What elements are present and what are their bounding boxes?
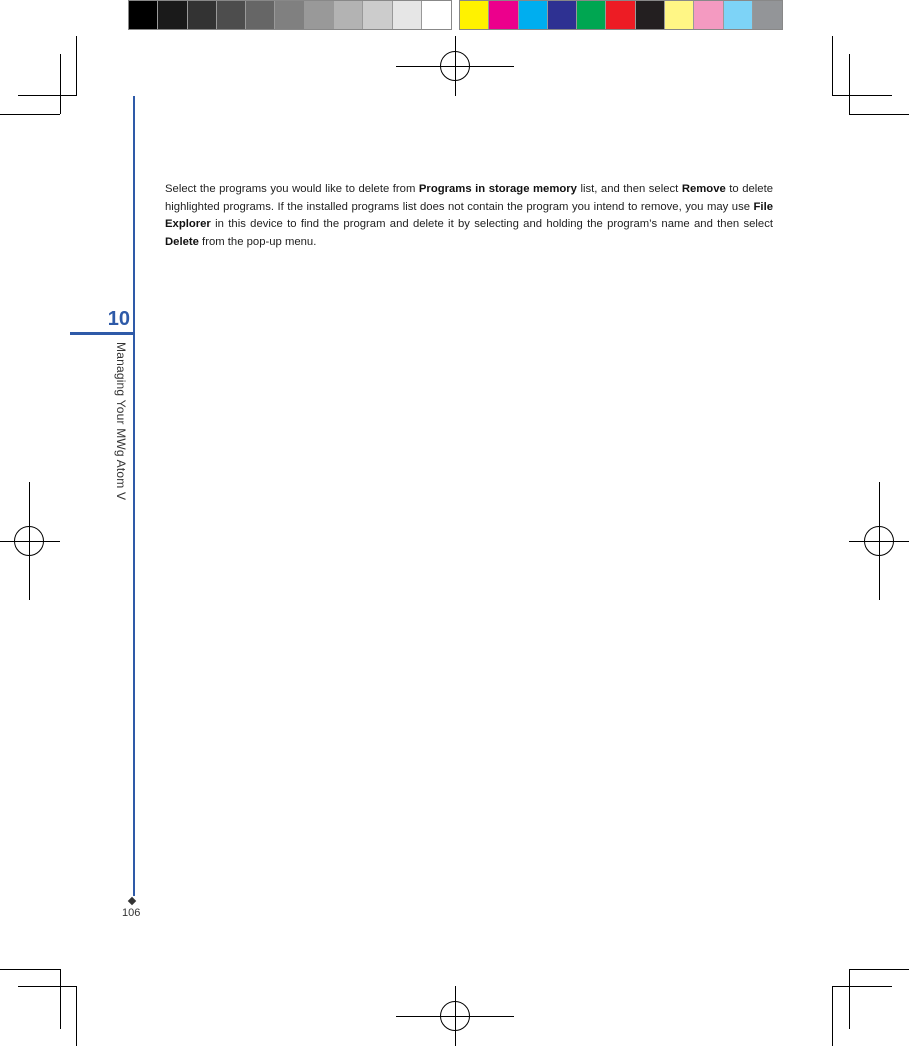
crop-mark	[832, 986, 892, 987]
crop-mark	[849, 54, 850, 114]
color-swatch	[665, 1, 694, 29]
body-paragraph	[165, 181, 773, 251]
color-swatch	[188, 1, 217, 29]
text-segment: in this device to find the program and delete it by selecting and holding the program’s name and then select	[210, 218, 773, 230]
color-swatch	[519, 1, 548, 29]
color-swatch	[246, 1, 275, 29]
color-swatch	[363, 1, 392, 29]
crop-mark	[18, 986, 76, 987]
crop-mark	[849, 114, 909, 115]
bold-term: File Explorer	[165, 200, 773, 230]
chapter-title: Managing Your MWg Atom V	[114, 342, 128, 501]
diamond-icon	[128, 897, 136, 905]
color-swatch	[724, 1, 753, 29]
color-swatch	[129, 1, 158, 29]
color-swatch	[275, 1, 304, 29]
bold-term: Programs in storage memory	[418, 183, 577, 195]
page-number: 106	[122, 907, 141, 919]
color-swatch	[694, 1, 723, 29]
chapter-number: 10	[107, 308, 130, 330]
crop-mark	[60, 54, 61, 114]
bold-term: Remove	[681, 183, 726, 195]
color-swatch	[753, 1, 782, 29]
text-segment: from the pop-up menu.	[198, 235, 317, 248]
color-swatch	[460, 1, 489, 29]
color-swatch	[422, 1, 451, 29]
text-segment: list, and then select	[576, 183, 682, 195]
color-swatch	[305, 1, 334, 29]
crop-mark	[76, 36, 77, 96]
crop-mark	[18, 95, 76, 96]
crop-mark	[0, 969, 60, 970]
color-swatch	[334, 1, 363, 29]
crop-mark	[832, 36, 833, 96]
color-swatch	[489, 1, 518, 29]
chapter-rule	[70, 332, 134, 335]
text-segment: Select the programs you would like to delete from	[165, 183, 419, 195]
crop-mark	[0, 114, 60, 115]
color-swatch	[217, 1, 246, 29]
side-rule	[133, 96, 135, 896]
color-swatch	[577, 1, 606, 29]
color-swatch	[158, 1, 187, 29]
crop-mark	[60, 969, 61, 1029]
text-segment: to delete highlighted programs. If the installed programs list does not contain the program you intend to remove, you may use	[165, 183, 773, 213]
color-swatch	[636, 1, 665, 29]
process-color-swatch-strip	[459, 0, 783, 30]
crop-mark	[76, 986, 77, 1046]
color-swatch	[606, 1, 635, 29]
crop-mark	[832, 986, 833, 1046]
crop-mark	[849, 969, 850, 1029]
color-swatch	[548, 1, 577, 29]
bold-term: Delete	[165, 235, 199, 248]
color-swatch	[393, 1, 422, 29]
crop-mark	[832, 95, 892, 96]
grayscale-swatch-strip	[128, 0, 452, 30]
crop-mark	[849, 969, 909, 970]
